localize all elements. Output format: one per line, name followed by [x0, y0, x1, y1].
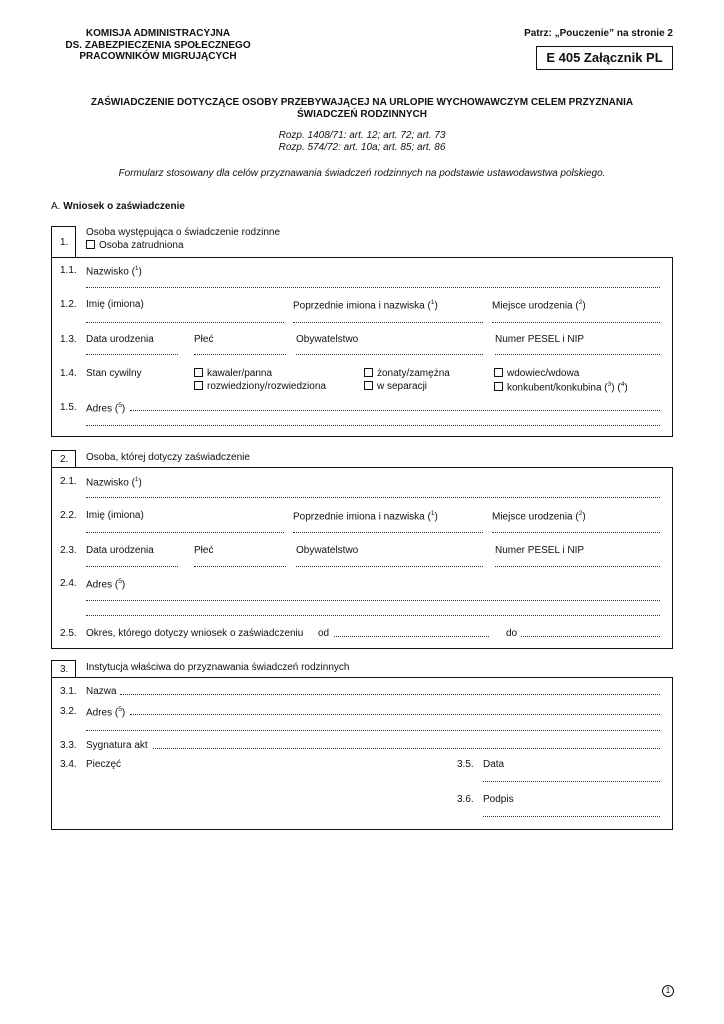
form-code: E 405 Załącznik PL — [536, 46, 673, 70]
first-names-field-1[interactable] — [86, 322, 284, 323]
citizenship-field-2[interactable] — [296, 566, 483, 567]
employed-checkbox-label[interactable]: Osoba zatrudniona — [86, 240, 184, 251]
institution-address-field-b[interactable] — [86, 730, 660, 731]
surname-field-2[interactable] — [86, 497, 660, 498]
prev-names-field-2[interactable] — [293, 532, 483, 533]
birthplace-label-1: Miejsce urodzenia ($^2$) — [492, 299, 586, 312]
marital-option-divorced[interactable]: rozwiedziony/rozwiedziona — [194, 381, 326, 392]
document-title: ZAŚWIADCZENIE DOTYCZĄCE OSOBY PRZEBYWAJĄCEJ NA URLOPIE WYCHOWAWCZYM CELEM PRZYZNANIA ŚWIADCZEŃ RODZINNYCH — [90, 97, 634, 120]
surname-label-1: Nazwisko ($^1$) — [86, 265, 142, 278]
address-field-2a[interactable] — [86, 600, 660, 601]
marital-option-married[interactable]: żonaty/zamężna — [364, 368, 450, 379]
page-number: 1 — [662, 985, 674, 997]
sex-field-1[interactable] — [194, 354, 286, 355]
birthplace-field-1[interactable] — [492, 322, 660, 323]
section-3-box — [51, 677, 673, 830]
birthplace-label-2: Miejsce urodzenia ($^2$) — [492, 510, 586, 523]
prev-names-label-2: Poprzednie imiona i nazwiska ($^1$) — [293, 510, 438, 523]
surname-label-2: Nazwisko ($^1$) — [86, 476, 142, 489]
birthdate-field-2[interactable] — [86, 566, 178, 567]
section-3-number-box: 3. — [51, 660, 76, 678]
section-1-number-box: 1. — [51, 226, 76, 258]
institution-address-field-a[interactable] — [130, 714, 660, 715]
section-a-heading: A. Wniosek o zaświadczenie — [51, 201, 185, 212]
section-2-heading: Osoba, której dotyczy zaświadczenie — [86, 452, 250, 463]
see-note: Patrz: „Pouczenie” na stronie 2 — [524, 28, 673, 39]
marital-option-widowed[interactable]: wdowiec/wdowa — [494, 368, 579, 379]
regulations: Rozp. 1408/71: art. 12; art. 72; art. 73 Rozp. 574/72: art. 10a; art. 85; art. 86 — [278, 130, 446, 153]
first-names-field-2[interactable] — [86, 532, 284, 533]
institution-name-field[interactable] — [120, 694, 660, 695]
date-field[interactable] — [483, 781, 660, 782]
pesel-field-1[interactable] — [495, 354, 660, 355]
purpose-statement: Formularz stosowany dla celów przyznawania świadczeń rodzinnych na podstawie ustawodawstwa polskiego. — [118, 168, 606, 179]
prev-names-field-1[interactable] — [293, 322, 483, 323]
period-to-field[interactable] — [521, 636, 660, 637]
marital-option-separated[interactable]: w separacji — [364, 381, 427, 392]
address-label-1: Adres ($^5$) — [86, 402, 126, 415]
surname-field-1[interactable] — [86, 287, 660, 288]
citizenship-field-1[interactable] — [296, 354, 483, 355]
signature-field[interactable] — [483, 816, 660, 817]
marital-option-single[interactable]: kawaler/panna — [194, 368, 272, 379]
address-field-1b[interactable] — [86, 425, 660, 426]
pesel-field-2[interactable] — [495, 566, 660, 567]
section-2-box — [51, 467, 673, 649]
section-1-heading: Osoba występująca o świadczenie rodzinne — [86, 227, 280, 238]
marital-option-cohabiting[interactable]: konkubent/konkubina ($^3$) ($^4$) — [494, 381, 628, 393]
section-2-number-box: 2. — [51, 450, 76, 468]
address-label-2: Adres ($^5$) — [86, 578, 126, 591]
sex-field-2[interactable] — [194, 566, 286, 567]
org-name: KOMISJA ADMINISTRACYJNA DS. ZABEZPIECZENIA SPOŁECZNEGO PRACOWNIKÓW MIGRUJĄCYCH — [65, 28, 251, 62]
birthplace-field-2[interactable] — [492, 532, 660, 533]
case-reference-field[interactable] — [153, 748, 660, 749]
address-field-1a[interactable] — [130, 410, 660, 411]
section-3-heading: Instytucja właściwa do przyznawania świadczeń rodzinnych — [86, 662, 350, 673]
address-label-3: Adres ($^5$) — [86, 706, 126, 719]
employed-checkbox[interactable] — [86, 240, 95, 249]
prev-names-label-1: Poprzednie imiona i nazwiska ($^1$) — [293, 299, 438, 312]
address-field-2b[interactable] — [86, 615, 660, 616]
period-from-field[interactable] — [334, 636, 489, 637]
birthdate-field-1[interactable] — [86, 354, 178, 355]
